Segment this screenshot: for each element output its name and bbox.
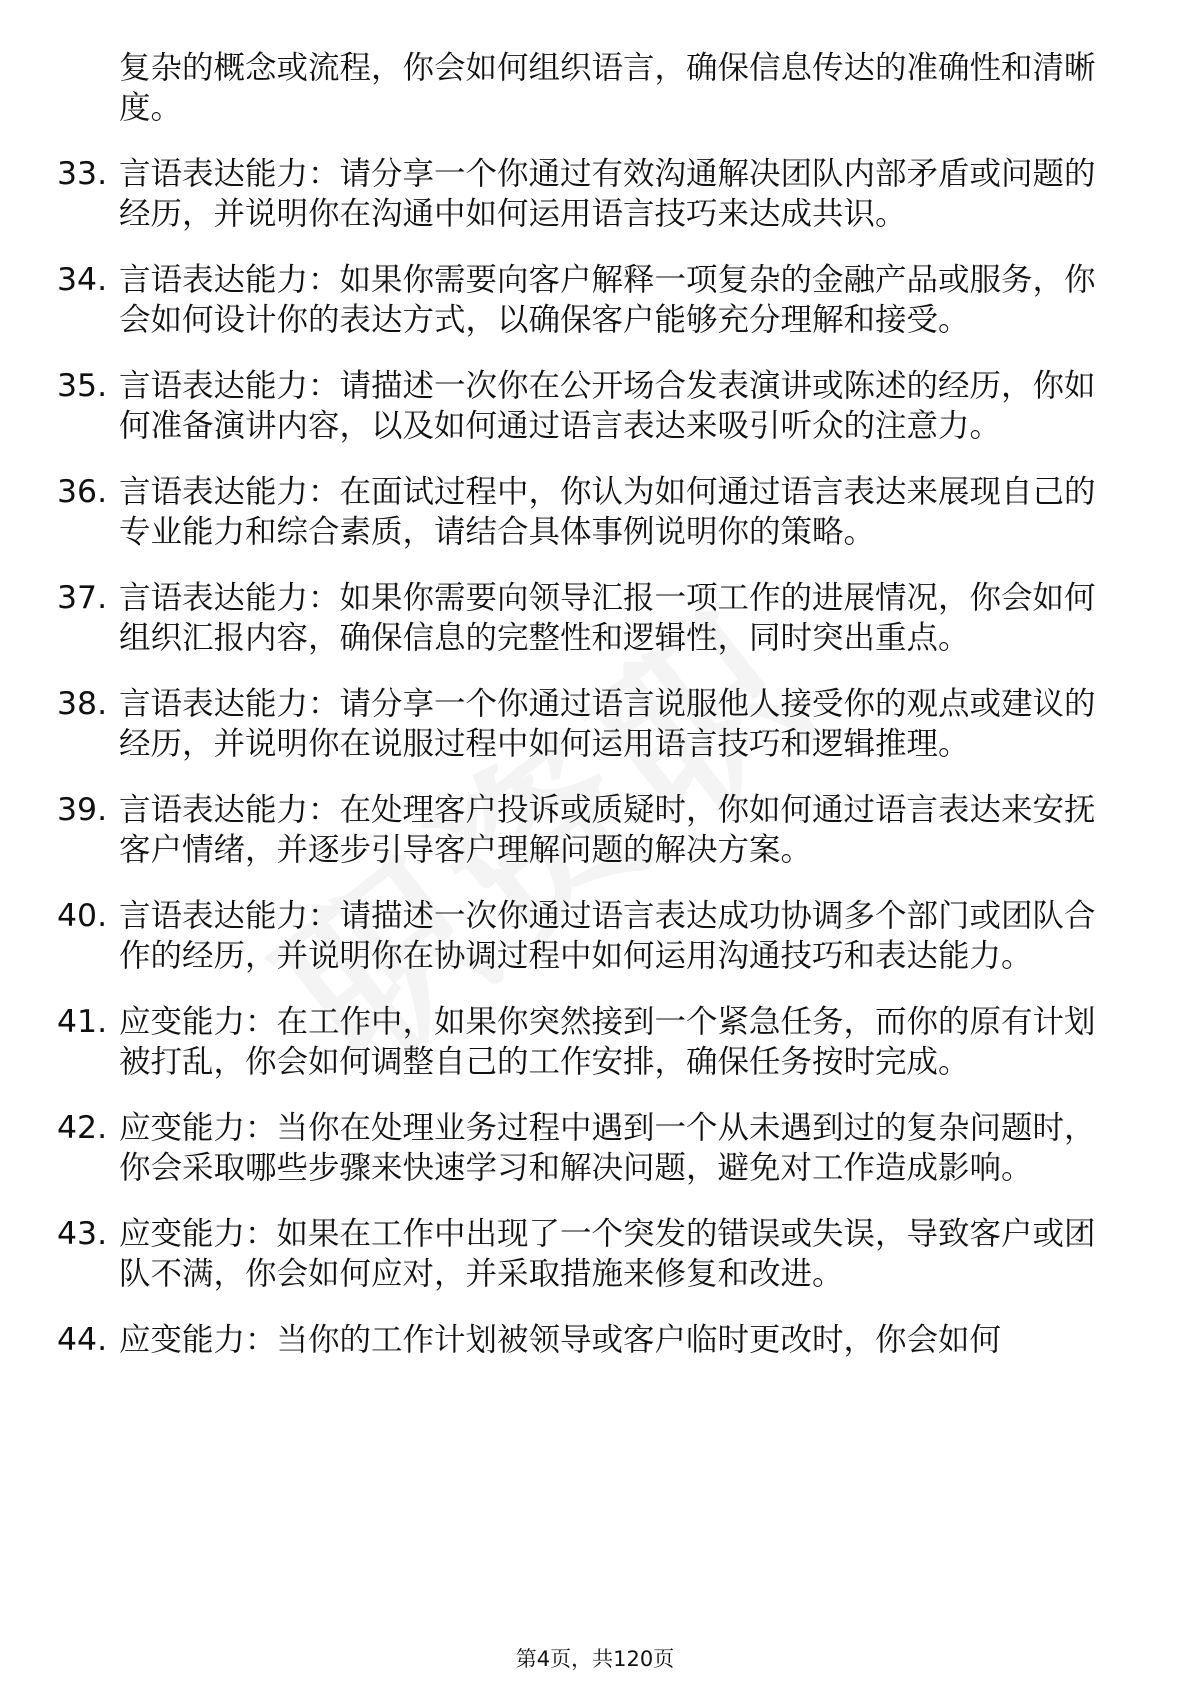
item-number: 34. bbox=[57, 262, 108, 298]
item-text: 言语表达能力：如果你需要向客户解释一项复杂的金融产品或服务，你会如何设计你的表达方式，以确保客户能够充分理解和接受。 bbox=[119, 262, 1096, 338]
list-item bbox=[57, 366, 1117, 446]
item-number: 35. bbox=[57, 368, 108, 404]
list-item bbox=[57, 896, 1117, 976]
item-number: 44. bbox=[57, 1322, 108, 1358]
continuation-text: 复杂的概念或流程，你会如何组织语言，确保信息传达的准确性和清晰度。 bbox=[119, 50, 1096, 126]
list-item bbox=[57, 260, 1117, 340]
item-text: 应变能力：当你的工作计划被领导或客户临时更改时，你会如何 bbox=[119, 1322, 1002, 1358]
list-item bbox=[57, 578, 1117, 658]
list-item bbox=[57, 1320, 1117, 1360]
item-number: 43. bbox=[57, 1216, 108, 1252]
list-item bbox=[57, 790, 1117, 870]
item-number: 38. bbox=[57, 686, 108, 722]
item-text: 应变能力：在工作中，如果你突然接到一个紧急任务，而你的原有计划被打乱，你会如何调整自己的工作安排，确保任务按时完成。 bbox=[119, 1004, 1096, 1080]
list-item bbox=[57, 472, 1117, 552]
item-text: 言语表达能力：如果你需要向领导汇报一项工作的进展情况，你会如何组织汇报内容，确保信息的完整性和逻辑性，同时突出重点。 bbox=[119, 580, 1096, 656]
list-item bbox=[57, 1214, 1117, 1294]
item-text: 应变能力：当你在处理业务过程中遇到一个从未遇到过的复杂问题时，你会采取哪些步骤来快速学习和解决问题，避免对工作造成影响。 bbox=[119, 1110, 1096, 1186]
item-text: 言语表达能力：请描述一次你通过语言表达成功协调多个部门或团队合作的经历，并说明你在协调过程中如何运用沟通技巧和表达能力。 bbox=[119, 898, 1096, 974]
list-item bbox=[57, 1002, 1117, 1082]
item-number: 42. bbox=[57, 1110, 108, 1146]
list-item bbox=[57, 684, 1117, 764]
item-number: 39. bbox=[57, 792, 108, 828]
list-item bbox=[57, 154, 1117, 234]
page-footer: 第4页，共120页 bbox=[515, 1647, 675, 1671]
item-number: 37. bbox=[57, 580, 108, 616]
item-text: 应变能力：如果在工作中出现了一个突发的错误或失误，导致客户或团队不满，你会如何应对，并采取措施来修复和改进。 bbox=[119, 1216, 1096, 1292]
question-list bbox=[57, 48, 1117, 1386]
item-number: 40. bbox=[57, 898, 108, 934]
list-item bbox=[57, 1108, 1117, 1188]
item-text: 言语表达能力：请描述一次你在公开场合发表演讲或陈述的经历，你如何准备演讲内容，以及如何通过语言表达来吸引听众的注意力。 bbox=[119, 368, 1096, 444]
item-number: 36. bbox=[57, 474, 108, 510]
item-text: 言语表达能力：在面试过程中，你认为如何通过语言表达来展现自己的专业能力和综合素质，请结合具体事例说明你的策略。 bbox=[119, 474, 1096, 550]
item-text: 言语表达能力：请分享一个你通过语言说服他人接受你的观点或建议的经历，并说明你在说服过程中如何运用语言技巧和逻辑推理。 bbox=[119, 686, 1096, 762]
item-number: 41. bbox=[57, 1004, 108, 1040]
item-text: 言语表达能力：请分享一个你通过有效沟通解决团队内部矛盾或问题的经历，并说明你在沟通中如何运用语言技巧来达成共识。 bbox=[119, 156, 1096, 232]
item-number: 33. bbox=[57, 156, 108, 192]
item-text: 言语表达能力：在处理客户投诉或质疑时，你如何通过语言表达来安抚客户情绪，并逐步引导客户理解问题的解决方案。 bbox=[119, 792, 1096, 868]
